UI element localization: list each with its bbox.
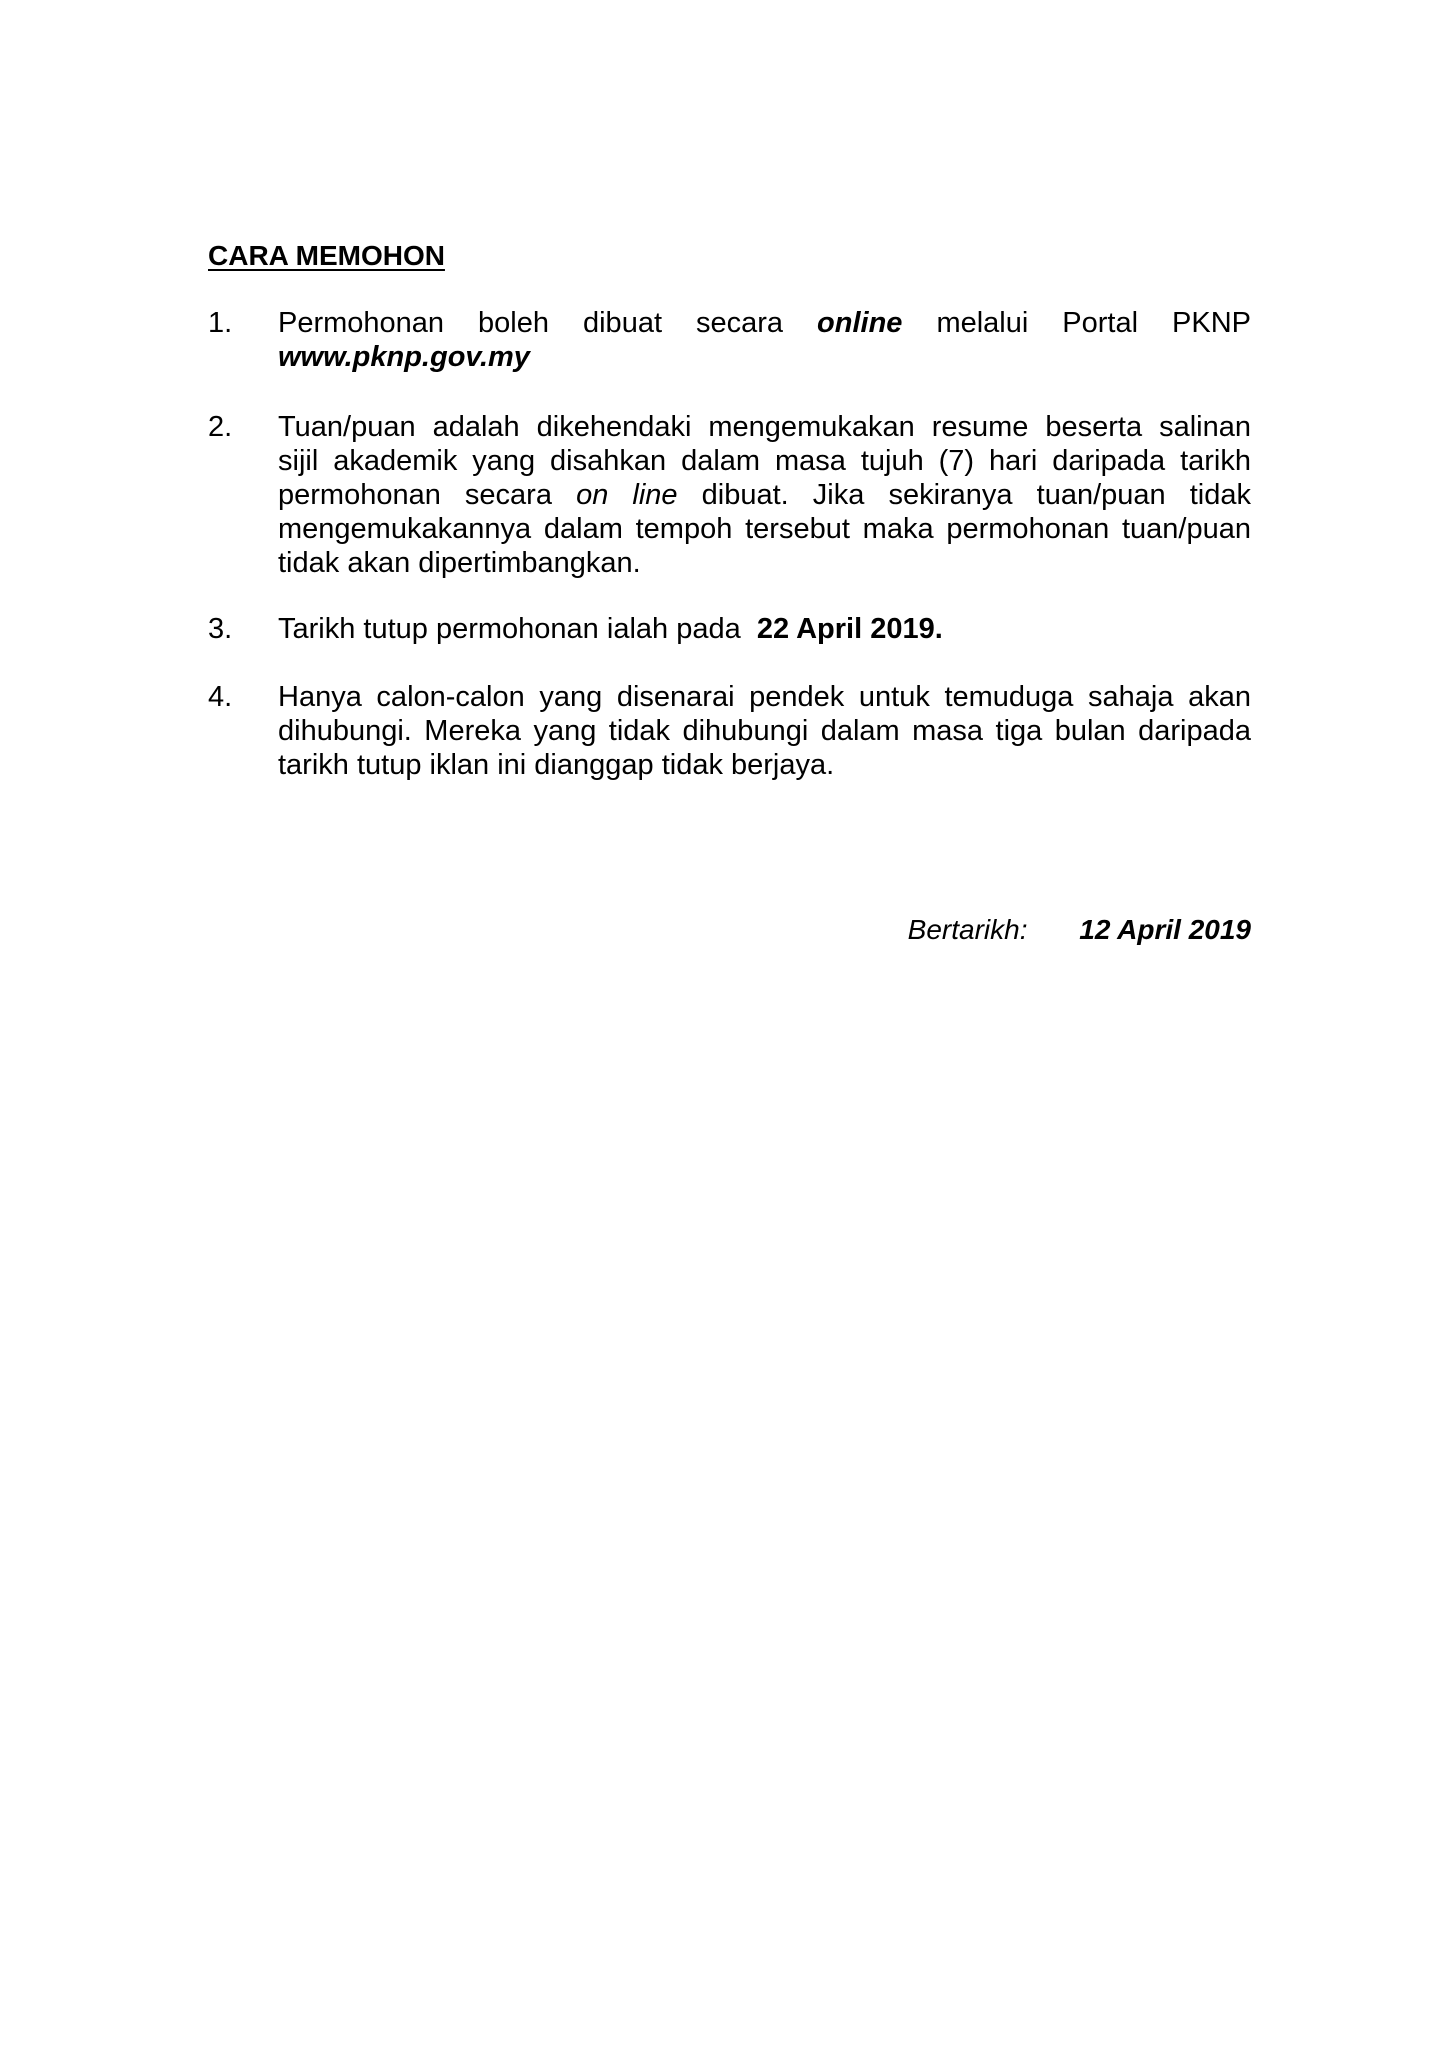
item-number: 2. <box>208 411 233 443</box>
date-label: Bertarikh: <box>907 914 1028 945</box>
item-line: tidak akan dipertimbangkan. <box>278 547 641 579</box>
item-body <box>278 306 1251 374</box>
list-item-2 <box>208 410 1251 580</box>
online-italic: on line <box>576 479 678 511</box>
item-line: sijil akademik yang disahkan dalam masa tujuh (7) hari daripada tarikh <box>278 445 1251 477</box>
item-body <box>278 612 1251 646</box>
item-line: Tuan/puan adalah dikehendaki mengemukakan resume beserta salinan <box>278 411 1251 443</box>
item-line: mengemukakannya dalam tempoh tersebut maka permohonan tuan/puan <box>278 513 1251 545</box>
item-body <box>278 410 1251 580</box>
item-line: tarikh tutup iklan ini dianggap tidak berjaya. <box>278 749 835 781</box>
item-text: Tarikh tutup permohonan ialah pada <box>278 613 741 645</box>
list-item-3 <box>208 612 1251 646</box>
item-text: permohonan secara <box>278 479 552 511</box>
item-line <box>278 306 1251 340</box>
list-item-1 <box>208 306 1251 374</box>
item-body <box>278 680 1251 782</box>
item-line: dihubungi. Mereka yang tidak dihubungi dalam masa tiga bulan daripada <box>278 715 1251 747</box>
portal-url: www.pknp.gov.my <box>278 341 530 373</box>
item-line <box>278 478 1251 512</box>
item-line <box>278 612 1251 646</box>
page-title: CARA MEMOHON <box>208 240 445 271</box>
document-date <box>908 913 1251 947</box>
item-text: dibuat. Jika sekiranya tuan/puan tidak <box>701 479 1251 511</box>
online-emphasis: online <box>817 307 903 339</box>
item-number: 3. <box>208 613 233 645</box>
item-number: 1. <box>208 307 233 339</box>
item-number: 4. <box>208 681 233 713</box>
date-value: 12 April 2019 <box>1079 914 1251 945</box>
item-text: Permohonan boleh dibuat secara <box>278 307 784 339</box>
closing-date: 22 April 2019. <box>756 613 943 645</box>
list-item-4 <box>208 680 1251 782</box>
item-line: Hanya calon-calon yang disenarai pendek untuk temuduga sahaja akan <box>278 681 1251 713</box>
item-text: melalui Portal PKNP <box>936 307 1252 339</box>
